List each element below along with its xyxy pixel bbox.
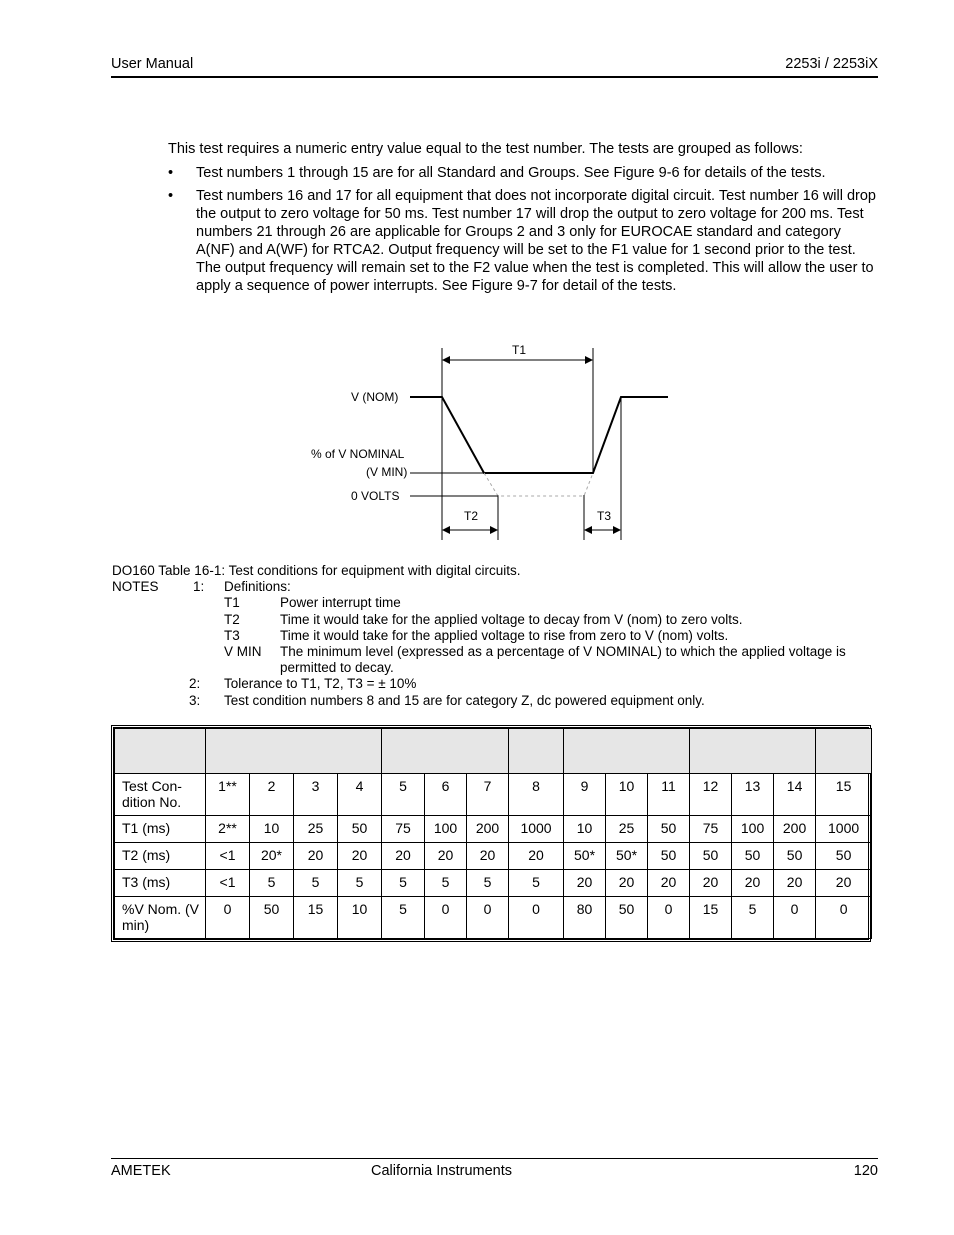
vmin-label: (V MIN) <box>366 465 408 479</box>
table-cell: 7 <box>467 774 509 816</box>
t3-label: T3 <box>597 509 612 523</box>
table-cell: 8 <box>509 774 564 816</box>
table-cell: 50 <box>732 843 774 870</box>
bullet-icon: • <box>168 165 174 181</box>
definition-term: T2 <box>224 611 240 627</box>
bullet-icon: • <box>168 188 174 204</box>
table-cell: 0 <box>206 897 250 939</box>
table-row <box>115 843 872 870</box>
table-cell: 20* <box>250 843 294 870</box>
table-cell: 0 <box>509 897 564 939</box>
table-cell: 20 <box>509 843 564 870</box>
table-cell: 5 <box>425 870 467 897</box>
definition-desc: The minimum level (expressed as a percentage of V NOMINAL) to which the applied voltage is <box>280 643 846 659</box>
table-cell: 50 <box>250 897 294 939</box>
table-cell: 100 <box>425 816 467 843</box>
definition-term: T1 <box>224 595 240 611</box>
table-row <box>115 774 872 816</box>
table-cell: 20 <box>294 843 338 870</box>
definition-desc: Time it would take for the applied voltage to rise from zero to V (nom) volts. <box>280 627 729 643</box>
table-cell: 14 <box>774 774 816 816</box>
page-footer <box>111 1158 878 1183</box>
table-cell: 50 <box>648 816 690 843</box>
table-cell: 20 <box>467 843 509 870</box>
table-cell: 15 <box>690 897 732 939</box>
table-cell: 5 <box>509 870 564 897</box>
table-cell: 10 <box>338 897 382 939</box>
table-cell: 80 <box>564 897 606 939</box>
row-label: %V Nom. (V min) <box>115 897 206 939</box>
note-number: 1: <box>193 579 205 595</box>
notes-label: NOTES <box>112 579 159 595</box>
table-cell: 200 <box>467 816 509 843</box>
table-cell: 0 <box>467 897 509 939</box>
definition-term: V MIN <box>224 643 262 659</box>
list-item <box>168 164 878 182</box>
intro-paragraph: This test requires a numeric entry value equal to the test number. The tests are grouped as follows: <box>168 141 803 157</box>
table-cell: 4 <box>338 774 382 816</box>
table-cell: 5 <box>294 870 338 897</box>
table-cell: 200 <box>774 816 816 843</box>
row-label: T2 (ms) <box>115 843 206 870</box>
table-cell: 5 <box>382 897 425 939</box>
table-cell: 20 <box>425 843 467 870</box>
table-cell: 10 <box>606 774 648 816</box>
table-row <box>115 897 872 939</box>
bullet-text: Test numbers 1 through 15 are for all Standard and Groups. See Figure 9-6 for details of the tests. <box>196 165 826 181</box>
table-cell: 1** <box>206 774 250 816</box>
table-cell: 20 <box>338 843 382 870</box>
table-cell: 20 <box>774 870 816 897</box>
table-cell: 5 <box>382 774 425 816</box>
table-cell: 50* <box>564 843 606 870</box>
definition-desc: Time it would take for the applied voltage to decay from V (nom) to zero volts. <box>280 611 743 627</box>
table-cell: 75 <box>690 816 732 843</box>
table-cell: 25 <box>294 816 338 843</box>
t2-label: T2 <box>464 509 479 523</box>
group-cell <box>115 729 206 774</box>
header-title: User Manual <box>111 56 194 72</box>
group-cell <box>206 729 382 774</box>
table-cell: 50 <box>648 843 690 870</box>
header-model: 2253i / 2253iX <box>785 56 878 72</box>
table-cell: 6 <box>425 774 467 816</box>
table-cell: 13 <box>732 774 774 816</box>
table-cell: 3 <box>294 774 338 816</box>
list-item <box>168 187 878 295</box>
note-number: 2: <box>189 676 201 692</box>
table-cell: 20 <box>816 870 872 897</box>
footer-company: AMETEK <box>111 1163 171 1179</box>
definition-term: T3 <box>224 627 240 643</box>
table-cell: 50 <box>690 843 732 870</box>
table-cell: 20 <box>564 870 606 897</box>
bullet-text: Test numbers 16 and 17 for all equipment that does not incorporate digital circuit. Test number 16 will drop the output to zero voltage for 50 ms. Test number 17 will drop the output to zero voltage for 200 ms. Test numbers 21 through 26 are applicable for Groups 2 and 3 only for EUROCAE standard and category A(NF) and A(WF) for RTCA2. Output frequency will be set to the F1 value for 1 second prior to the test. The output frequency will remain set to the F2 value when the test is completed. This will allow the user to apply a sequence of power interrupts. See Figure 9-7 for detail of the tests. <box>196 188 876 294</box>
table-cell: 20 <box>606 870 648 897</box>
table-cell: 11 <box>648 774 690 816</box>
vnom-label: V (NOM) <box>351 390 399 404</box>
table-cell: 0 <box>816 897 872 939</box>
table-cell: 20 <box>732 870 774 897</box>
table-cell: 5 <box>338 870 382 897</box>
row-label: T1 (ms) <box>115 816 206 843</box>
note-text: Test condition numbers 8 and 15 are for category Z, dc powered equipment only. <box>224 692 705 708</box>
note-text: Tolerance to T1, T2, T3 = ± 10% <box>224 676 417 692</box>
table-cell: 0 <box>425 897 467 939</box>
table-cell: 1000 <box>816 816 872 843</box>
table-cell: 50 <box>774 843 816 870</box>
table-notes <box>112 563 882 709</box>
group-cell <box>816 729 872 774</box>
table-cell: 10 <box>250 816 294 843</box>
table-cell: 15 <box>294 897 338 939</box>
table-cell: 20 <box>690 870 732 897</box>
table-cell: 2 <box>250 774 294 816</box>
table-cell: 15 <box>816 774 872 816</box>
note-number: 3: <box>189 692 201 708</box>
table-cell: 5 <box>382 870 425 897</box>
table-cell: <1 <box>206 870 250 897</box>
group-cell <box>690 729 816 774</box>
table-cell: 25 <box>606 816 648 843</box>
pct-vnominal-label: % of V NOMINAL <box>311 447 405 461</box>
footer-division: California Instruments <box>371 1163 513 1179</box>
page-header <box>111 56 878 78</box>
test-conditions-table <box>111 725 871 942</box>
table-cell: 100 <box>732 816 774 843</box>
definition-desc-cont: permitted to decay. <box>280 660 394 676</box>
table-cell: 20 <box>648 870 690 897</box>
row-label: Test Con-dition No. <box>115 774 206 816</box>
table-cell: 5 <box>250 870 294 897</box>
note-text: Definitions: <box>224 579 291 595</box>
table-cell: 1000 <box>509 816 564 843</box>
table-caption: DO160 Table 16-1: Test conditions for equipment with digital circuits. <box>112 563 521 578</box>
table-cell: 75 <box>382 816 425 843</box>
table-cell: 50 <box>606 897 648 939</box>
table-cell: 0 <box>648 897 690 939</box>
table-cell: 20 <box>382 843 425 870</box>
zero-volts-label: 0 VOLTS <box>351 489 400 503</box>
table-cell: 2** <box>206 816 250 843</box>
group-header-row <box>115 729 872 774</box>
group-cell <box>564 729 690 774</box>
t1-label: T1 <box>512 343 527 357</box>
power-interrupt-diagram <box>300 335 700 545</box>
table-cell: 5 <box>732 897 774 939</box>
table-cell: 9 <box>564 774 606 816</box>
table-cell: 50* <box>606 843 648 870</box>
row-label: T3 (ms) <box>115 870 206 897</box>
definition-desc: Power interrupt time <box>280 595 401 611</box>
table-cell: 50 <box>816 843 872 870</box>
table-cell: 12 <box>690 774 732 816</box>
table-row <box>115 816 872 843</box>
table-cell: 0 <box>774 897 816 939</box>
group-cell <box>509 729 564 774</box>
table-row <box>115 870 872 897</box>
bullet-list <box>168 164 878 300</box>
table-cell: 5 <box>467 870 509 897</box>
group-cell <box>382 729 509 774</box>
table-cell: 50 <box>338 816 382 843</box>
table-cell: 10 <box>564 816 606 843</box>
page-number: 120 <box>853 1163 878 1179</box>
table-cell: <1 <box>206 843 250 870</box>
